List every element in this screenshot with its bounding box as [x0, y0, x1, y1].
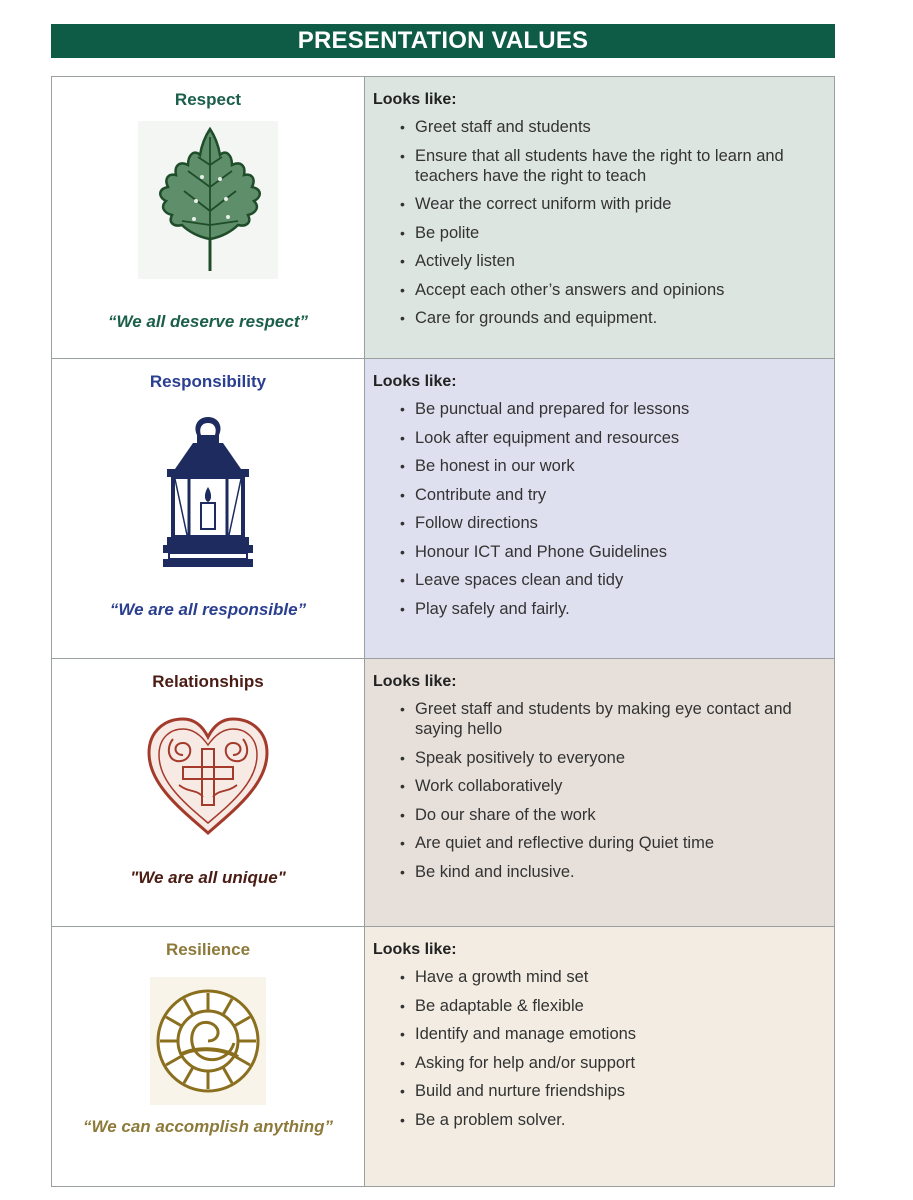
list-item: • Do our share of the work: [415, 805, 826, 825]
value-row-respect: [52, 77, 834, 359]
list-item: • Actively listen: [415, 251, 826, 271]
lantern-icon: [52, 413, 364, 573]
list-item: • Work collaboratively: [415, 776, 826, 796]
looks-like-heading: Looks like:: [373, 673, 457, 690]
list-item: • Contribute and try: [415, 485, 826, 505]
list-item: • Speak positively to everyone: [415, 748, 826, 768]
list-item: • Accept each other’s answers and opinions: [415, 280, 826, 300]
value-card-respect: [52, 77, 365, 358]
heart-icon: [52, 715, 364, 837]
value-title: Responsibility: [149, 372, 267, 391]
list-item: • Leave spaces clean and tidy: [415, 570, 826, 590]
list-item: • Play safely and fairly.: [415, 599, 826, 619]
value-motto: “We can accomplish anything”: [82, 1117, 334, 1136]
list-item: • Be polite: [415, 223, 826, 243]
value-title: Resilience: [165, 940, 251, 959]
looks-like-heading: Looks like:: [373, 373, 457, 390]
list-item: • Greet staff and students by making eye contact and saying hello: [415, 699, 826, 739]
list-item: • Look after equipment and resources: [415, 428, 826, 448]
list-item: • Build and nurture friendships: [415, 1081, 826, 1101]
value-card-responsibility: [52, 359, 365, 658]
looks-like-list: [373, 399, 826, 619]
looks-like-panel-responsibility: [365, 359, 834, 658]
value-motto: "We are all unique": [130, 868, 286, 887]
list-item: • Care for grounds and equipment.: [415, 308, 826, 328]
list-item: • Identify and manage emotions: [415, 1024, 826, 1044]
list-item: • Follow directions: [415, 513, 826, 533]
list-item: • Be honest in our work: [415, 456, 826, 476]
list-item: • Are quiet and reflective during Quiet time: [415, 833, 826, 853]
list-item: • Be a problem solver.: [415, 1110, 826, 1130]
value-motto: “We are all responsible”: [109, 600, 307, 619]
value-motto: “We all deserve respect”: [107, 312, 308, 331]
page-title: PRESENTATION VALUES: [51, 24, 835, 58]
value-row-responsibility: [52, 359, 834, 659]
looks-like-heading: Looks like:: [373, 91, 457, 108]
values-table: [51, 76, 835, 1187]
value-row-resilience: [52, 927, 834, 1186]
looks-like-list: [373, 699, 826, 882]
list-item: • Ensure that all students have the right to learn and teachers have the right to teach: [415, 146, 826, 186]
looks-like-panel-relationships: [365, 659, 834, 926]
list-item: • Greet staff and students: [415, 117, 826, 137]
looks-like-panel-resilience: [365, 927, 834, 1186]
value-card-resilience: [52, 927, 365, 1186]
value-title: Relationships: [152, 672, 264, 691]
looks-like-list: [373, 967, 826, 1130]
list-item: • Be punctual and prepared for lessons: [415, 399, 826, 419]
list-item: • Be adaptable & flexible: [415, 996, 826, 1016]
list-item: • Honour ICT and Phone Guidelines: [415, 542, 826, 562]
value-row-relationships: [52, 659, 834, 927]
list-item: • Have a growth mind set: [415, 967, 826, 987]
list-item: • Be kind and inclusive.: [415, 862, 826, 882]
value-title: Respect: [174, 90, 242, 109]
nautilus-shell-icon: [52, 977, 364, 1105]
looks-like-heading: Looks like:: [373, 941, 457, 958]
list-item: • Asking for help and/or support: [415, 1053, 826, 1073]
oak-leaf-icon: [52, 121, 364, 279]
list-item: • Wear the correct uniform with pride: [415, 194, 826, 214]
looks-like-panel-respect: [365, 77, 834, 358]
value-card-relationships: [52, 659, 365, 926]
looks-like-list: [373, 117, 826, 328]
